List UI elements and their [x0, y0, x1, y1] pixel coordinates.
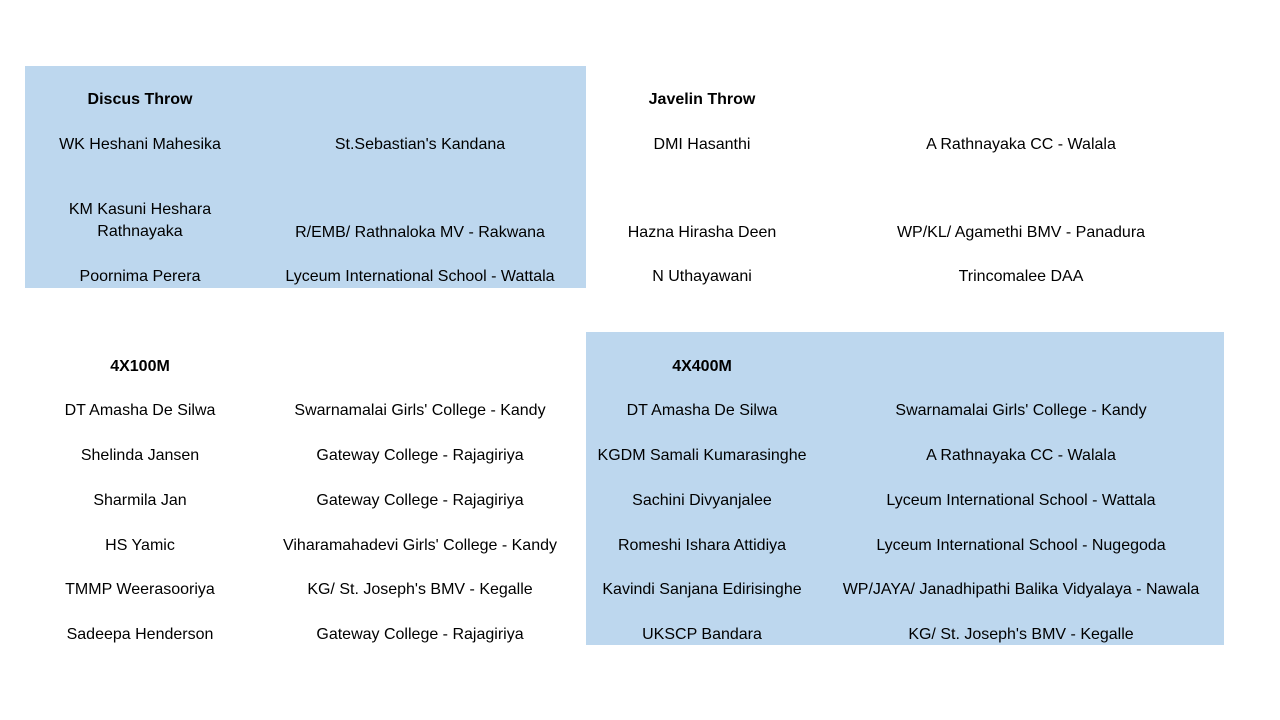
- discus-name-2-line1: KM Kasuni Heshara: [68, 201, 212, 218]
- discus-name-2-line2: Rathnayaka: [97, 223, 183, 240]
- javelin-name-3: N Uthayawani: [652, 268, 752, 285]
- relay400-school-4: Lyceum International School - Nugegoda: [876, 537, 1166, 554]
- relay100-name-5: TMMP Weerasooriya: [65, 581, 215, 598]
- discus-name-3: Poornima Perera: [79, 268, 201, 285]
- relay400-school-3: Lyceum International School - Wattala: [886, 492, 1156, 509]
- relay400-name-3: Sachini Divyanjalee: [632, 492, 772, 509]
- javelin-school-1: A Rathnayaka CC - Walala: [926, 136, 1116, 153]
- relay100-school-1: Swarnamalai Girls' College - Kandy: [294, 402, 546, 419]
- discus-title: Discus Throw: [87, 91, 193, 108]
- relay100-school-2: Gateway College - Rajagiriya: [316, 447, 524, 464]
- javelin-title: Javelin Throw: [648, 91, 756, 108]
- discus-name-1: WK Heshani Mahesika: [59, 136, 221, 153]
- javelin-school-2: WP/KL/ Agamethi BMV - Panadura: [896, 224, 1146, 241]
- relay400-name-6: UKSCP Bandara: [642, 626, 762, 643]
- relay400-title: 4X400M: [672, 358, 732, 375]
- discus-school-2: R/EMB/ Rathnaloka MV - Rakwana: [295, 224, 545, 241]
- relay100-name-2: Shelinda Jansen: [80, 447, 200, 464]
- relay100-name-6: Sadeepa Henderson: [66, 626, 214, 643]
- relay100-school-5: KG/ St. Joseph's BMV - Kegalle: [307, 581, 533, 598]
- relay100-school-4: Viharamahadevi Girls' College - Kandy: [282, 537, 557, 554]
- relay100-name-4: HS Yamic: [105, 537, 175, 554]
- javelin-name-2: Hazna Hirasha Deen: [627, 224, 777, 241]
- discus-school-3: Lyceum International School - Wattala: [285, 268, 555, 285]
- relay400-name-5: Kavindi Sanjana Edirisinghe: [602, 581, 802, 598]
- javelin-name-1: DMI Hasanthi: [653, 136, 751, 153]
- javelin-school-3: Trincomalee DAA: [958, 268, 1084, 285]
- relay100-school-6: Gateway College - Rajagiriya: [316, 626, 524, 643]
- relay400-name-4: Romeshi Ishara Attidiya: [617, 537, 787, 554]
- relay400-school-2: A Rathnayaka CC - Walala: [926, 447, 1116, 464]
- relay400-school-1: Swarnamalai Girls' College - Kandy: [895, 402, 1147, 419]
- relay400-school-6: KG/ St. Joseph's BMV - Kegalle: [908, 626, 1134, 643]
- discus-school-1: St.Sebastian's Kandana: [334, 136, 506, 153]
- relay100-name-3: Sharmila Jan: [93, 492, 187, 509]
- relay400-name-1: DT Amasha De Silwa: [626, 402, 778, 419]
- relay100-school-3: Gateway College - Rajagiriya: [316, 492, 524, 509]
- relay400-name-2: KGDM Samali Kumarasinghe: [597, 447, 807, 464]
- relay400-school-5: WP/JAYA/ Janadhipathi Balika Vidyalaya - Nawala: [842, 581, 1200, 598]
- relay100-title: 4X100M: [110, 358, 170, 375]
- relay100-name-1: DT Amasha De Silwa: [64, 402, 216, 419]
